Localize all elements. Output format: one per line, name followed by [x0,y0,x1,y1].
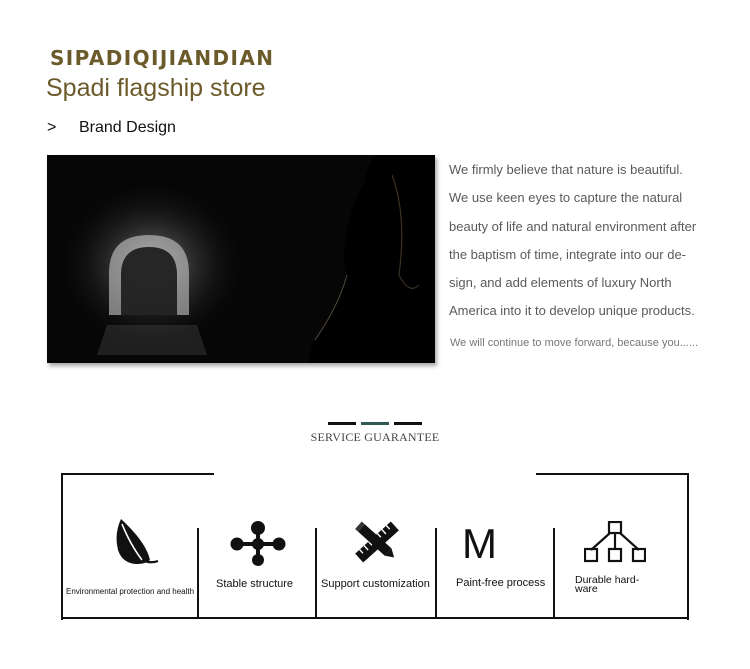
column-divider [315,528,317,619]
chevron-right-icon: > [47,119,57,136]
intro-small-text: We will continue to move forward, because you...... [450,337,699,349]
brand-caps-title: SIPADIQIJIANDIAN [50,46,275,70]
service-label-environmental: Environmental protection and health [66,587,195,596]
breadcrumb[interactable] [47,119,176,137]
intro-line: We firmly believe that nature is beautiful. [449,162,683,177]
service-label-paint-free: Paint-free process [456,577,546,589]
intro-line: beauty of life and natural environment after [449,218,697,234]
pencil-ruler-icon [352,519,402,570]
intro-line: We use keen eyes to capture the natural [449,190,683,206]
service-label-line: Durable hard- [575,574,640,586]
column-divider [197,528,199,619]
breadcrumb-label: Brand Design [79,119,176,136]
store-title: Spadi flagship store [46,74,266,102]
m-icon: M [462,520,497,567]
service-label-stable-structure: Stable structure [216,578,294,590]
box-bottom [61,617,689,619]
box-top-left [61,473,214,475]
intro-line: America into it to develop unique products. [449,303,695,319]
intro-line: sign, and add elements of luxury North [449,275,672,291]
leaf-icon [112,516,160,573]
column-divider [553,528,555,619]
intro-line: the baptism of time, integrate into our de- [449,246,687,262]
service-label-line: ware [575,583,598,595]
service-title: SERVICE GUARANTEE [310,430,440,444]
column-divider [435,528,437,619]
intro-paragraph [449,156,711,326]
box-left [61,473,63,620]
service-label-durable-hardware [575,576,639,594]
divider-bar [361,422,389,425]
hierarchy-icon [584,521,646,568]
divider-bar [394,422,422,425]
hero-image [47,155,435,363]
divider-bar [328,422,356,425]
box-right [687,473,689,620]
service-label-customization: Support customization [321,578,430,590]
silhouette-illustration [47,155,435,363]
network-icon [230,520,286,571]
box-top-right [536,473,689,475]
